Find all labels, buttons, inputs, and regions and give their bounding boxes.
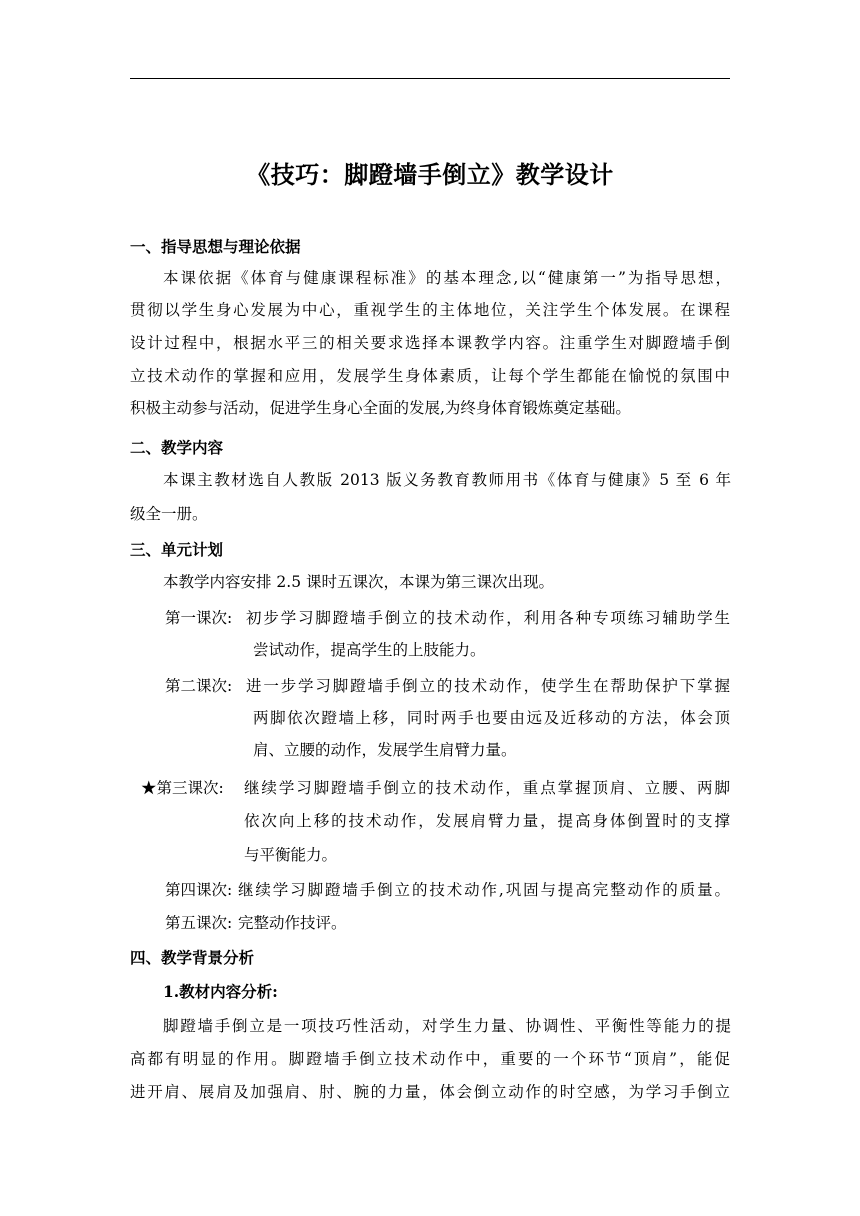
section1-line-2: 贯彻以学生身心发展为中心，重视学生的主体地位，关注学生个体发展。在课程 [130, 301, 730, 319]
section4-line-1: 脚蹬墙手倒立是一项技巧性活动，对学生力量、协调性、平衡性等能力的提 [163, 1017, 731, 1035]
section3-intro: 本教学内容安排 2.5 课时五课次，本课为第三课次出现。 [163, 573, 555, 591]
lesson-1-line-2: 尝试动作，提高学生的上肢能力。 [253, 641, 486, 659]
section2-line-2: 级全一册。 [130, 505, 208, 523]
lesson-2-line-1: 进一步学习脚蹬墙手倒立的技术动作，使学生在帮助保护下掌握 [246, 677, 730, 695]
section1-line-3: 设计过程中，根据水平三的相关要求选择本课教学内容。注重学生对脚蹬墙手倒 [130, 334, 730, 352]
lesson-5-line-1: 完整动作技评。 [238, 914, 347, 932]
section-heading-1: 一、指导思想与理论依据 [130, 237, 301, 256]
lesson-2-line-3: 肩、立腰的动作，发展学生肩臂力量。 [253, 741, 517, 759]
section1-line-4: 立技术动作的掌握和应用，发展学生身体素质，让每个学生都能在愉悦的氛围中 [130, 367, 730, 385]
lesson-1-line-1: 初步学习脚蹬墙手倒立的技术动作，利用各种专项练习辅助学生 [246, 609, 730, 627]
section1-line-5: 积极主动参与活动，促进学生身心全面的发展,为终身体育锻炼奠定基础。 [130, 399, 631, 417]
lesson-4-label: 第四课次: [165, 881, 233, 899]
section-heading-3: 三、单元计划 [130, 540, 224, 559]
lesson-4-line-1: 继续学习脚蹬墙手倒立的技术动作,巩固与提高完整动作的质量。 [238, 881, 730, 899]
lesson-5-label: 第五课次: [165, 914, 233, 932]
lesson-2-label: 第二课次: [165, 677, 233, 695]
section-heading-2: 二、教学内容 [130, 438, 224, 457]
section4-subheading: 1.教材内容分析: [163, 982, 278, 1001]
section-heading-4: 四、教学背景分析 [130, 948, 255, 967]
lesson-3-line-3: 与平衡能力。 [244, 846, 338, 864]
lesson-1-label: 第一课次: [165, 609, 233, 627]
section1-line-1: 本课依据《体育与健康课程标准》的基本理念,以“健康第一”为指导思想， [163, 269, 731, 287]
page-title: 《技巧：脚蹬墙手倒立》教学设计 [246, 160, 614, 189]
header-rule [130, 78, 730, 79]
section4-line-2: 高都有明显的作用。脚蹬墙手倒立技术动作中，重要的一个环节“顶肩”，能促 [130, 1050, 730, 1068]
lesson-2-line-2: 两脚依次蹬墙上移，同时两手也要由远及近移动的方法，体会顶 [253, 709, 730, 727]
section2-line-1: 本课主教材选自人教版 2013 版义务教育教师用书《体育与健康》5 至 6 年 [163, 471, 731, 489]
section4-line-3: 进开肩、展肩及加强肩、肘、腕的力量，体会倒立动作的时空感，为学习手倒立 [130, 1083, 730, 1101]
lesson-3-line-1: 继续学习脚蹬墙手倒立的技术动作，重点掌握顶肩、立腰、两脚 [244, 779, 730, 797]
lesson-3-label: ★第三课次: [141, 779, 224, 797]
lesson-3-line-2: 依次向上移的技术动作，发展肩臂力量，提高身体倒置时的支撑 [244, 812, 730, 830]
